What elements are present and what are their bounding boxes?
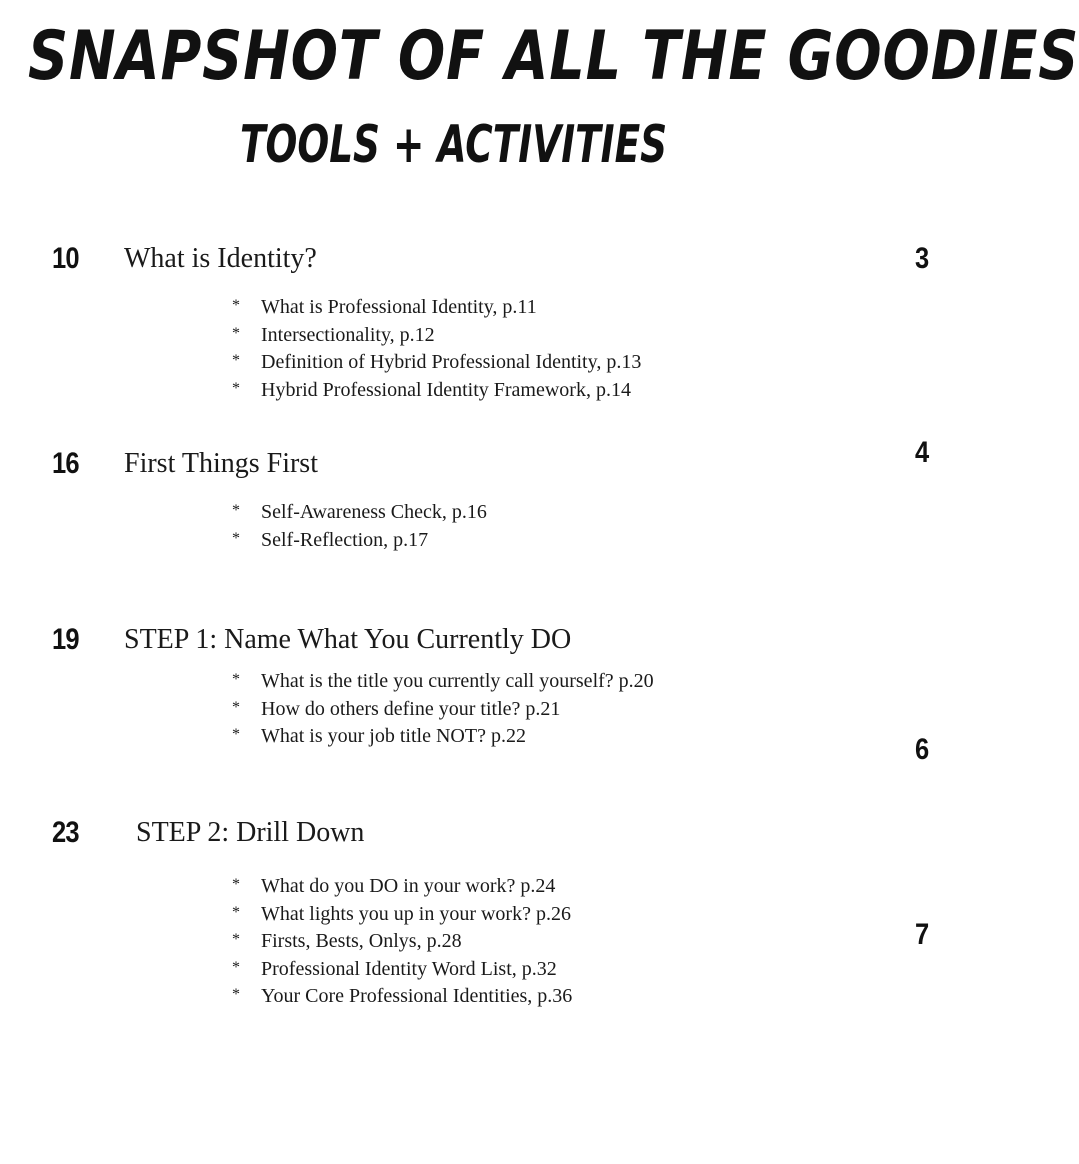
section-page-number: 10 (52, 242, 79, 275)
bullet-marker: * (232, 671, 240, 688)
list-item (232, 294, 641, 322)
clipped-page-number: 7 (915, 918, 930, 951)
list-item-text: What is Professional Identity, p.11 (261, 296, 537, 318)
bullet-marker: * (232, 297, 240, 314)
section-title: STEP 1: Name What You Currently DO (124, 624, 572, 655)
bullet-marker: * (232, 726, 240, 743)
list-item-text: What lights you up in your work? p.26 (261, 902, 571, 925)
list-item (232, 723, 654, 751)
page-subtitle: TOOLS + ACTIVITIES (240, 115, 668, 175)
bullet-marker: * (232, 876, 240, 893)
section-title: First Things First (124, 448, 318, 479)
bullet-marker: * (232, 986, 240, 1003)
list-item (232, 499, 487, 527)
list-item-text: How do others define your title? p.21 (261, 697, 561, 720)
bullet-marker: * (232, 931, 240, 948)
list-item (232, 527, 487, 555)
list-item (232, 956, 572, 984)
section-title: What is Identity? (124, 243, 317, 274)
list-item (232, 928, 572, 956)
section-title: STEP 2: Drill Down (136, 817, 365, 848)
bullet-marker: * (232, 903, 240, 921)
list-item (232, 873, 572, 901)
clipped-page-number: 3 (915, 242, 930, 275)
bullet-marker: * (232, 958, 240, 976)
list-item (232, 696, 654, 724)
list-item-text: What do you DO in your work? p.24 (261, 875, 556, 897)
list-item-text: Professional Identity Word List, p.32 (261, 957, 557, 980)
section-item-list (232, 668, 654, 751)
list-item-text: Self-Awareness Check, p.16 (261, 501, 487, 523)
list-item (232, 377, 641, 405)
list-item (232, 349, 641, 377)
list-item-text: Self-Reflection, p.17 (261, 528, 429, 551)
section-item-list (232, 294, 641, 404)
list-item-text: Hybrid Professional Identity Framework, p.14 (261, 378, 631, 401)
section-page-number: 19 (52, 623, 79, 656)
bullet-marker: * (232, 698, 240, 716)
bullet-marker: * (232, 379, 240, 397)
list-item-text: Your Core Professional Identities, p.36 (261, 985, 573, 1007)
list-item (232, 668, 654, 696)
list-item (232, 983, 572, 1011)
bullet-marker: * (232, 324, 240, 342)
list-item-text: Firsts, Bests, Onlys, p.28 (261, 930, 462, 952)
page-title: SNAPSHOT OF ALL THE GOODIES (28, 17, 1079, 96)
list-item (232, 322, 641, 350)
list-item-text: What is your job title NOT? p.22 (261, 725, 526, 747)
section-item-list (232, 499, 487, 554)
bullet-marker: * (232, 502, 240, 519)
bullet-marker: * (232, 352, 240, 369)
bullet-marker: * (232, 529, 240, 547)
clipped-page-number: 6 (915, 733, 930, 766)
list-item-text: What is the title you currently call yourself? p.20 (261, 670, 654, 692)
clipped-page-number: 4 (915, 436, 930, 469)
section-item-list (232, 873, 572, 1011)
list-item-text: Intersectionality, p.12 (261, 323, 435, 346)
section-page-number: 23 (52, 816, 79, 849)
section-page-number: 16 (52, 447, 79, 480)
list-item-text: Definition of Hybrid Professional Identity, p.13 (261, 351, 642, 373)
list-item (232, 901, 572, 929)
